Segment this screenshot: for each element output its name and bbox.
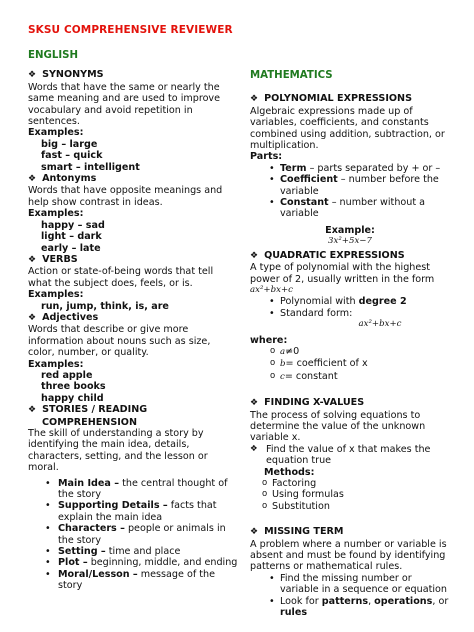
diamond-bullet-icon: ❖ bbox=[250, 527, 259, 538]
list-item: • Moral/Lesson – message of the story bbox=[28, 569, 238, 592]
diamond-bullet-icon: ❖ bbox=[28, 254, 37, 265]
methods-list bbox=[242, 478, 450, 512]
adjectives-heading: ❖ Adjectives bbox=[28, 311, 99, 323]
list-item: • Supporting Details – facts that explain the main idea bbox=[28, 500, 238, 523]
polynomial-example: 3x²+5x−7 bbox=[328, 236, 372, 247]
antonyms-definition: Words that have opposite meanings and help show contrast in ideas. bbox=[28, 185, 223, 208]
verbs-examples-label: Examples: bbox=[28, 289, 84, 301]
quadratic-form: ax²+bx+c bbox=[250, 284, 293, 295]
antonyms-examples-label: Examples: bbox=[28, 208, 84, 220]
polynomial-heading: ❖ POLYNOMIAL EXPRESSIONS bbox=[250, 93, 412, 105]
list-item: • Plot – beginning, middle, and ending bbox=[28, 557, 238, 568]
mathematics-heading: MATHEMATICS bbox=[250, 70, 333, 81]
diamond-bullet-icon: ❖ bbox=[250, 250, 259, 261]
adjectives-definition: Words that describe or give more information about nouns such as size, color, number, or quality. bbox=[28, 324, 211, 359]
list-item: • Setting – time and place bbox=[28, 546, 238, 557]
synonym-example: big – large bbox=[41, 138, 98, 150]
antonym-example: happy – sad bbox=[41, 219, 105, 231]
stories-definition: The skill of understanding a story by identifying the main idea, details, characters, setting, and the lesson or moral. bbox=[28, 428, 208, 474]
xvalues-heading: ❖ FINDING X-VALUES bbox=[250, 397, 365, 409]
polynomial-example-label: Example: bbox=[325, 224, 375, 236]
polynomial-definition: Algebraic expressions made up of variables, coefficients, and constants combined using addition, subtraction, or multiplication. bbox=[250, 105, 445, 152]
list-item: o c= constant bbox=[250, 371, 450, 383]
quadratic-heading: ❖ QUADRATIC EXPRESSIONS bbox=[250, 249, 405, 261]
list-item: • Constant – number without a variable bbox=[250, 197, 450, 220]
xvalues-point: ❖ Find the value of x that makes the equation true bbox=[250, 444, 450, 467]
document-title: SKSU COMPREHENSIVE REVIEWER bbox=[28, 24, 233, 36]
list-item: • Characters – people or animals in the story bbox=[28, 523, 238, 546]
missing-term-heading: ❖ MISSING TERM bbox=[250, 526, 344, 538]
synonym-example: fast – quick bbox=[41, 150, 103, 162]
antonym-example: light – dark bbox=[41, 231, 102, 243]
where-list bbox=[250, 346, 450, 383]
list-item: o b= coefficient of x bbox=[250, 358, 450, 370]
list-item: • Polynomial with degree 2 bbox=[250, 296, 450, 307]
mathematics-column bbox=[250, 70, 450, 618]
english-heading: ENGLISH bbox=[28, 50, 78, 61]
adjective-example: red apple bbox=[41, 369, 93, 381]
synonyms-heading: ❖ SYNONYMS bbox=[28, 69, 104, 81]
adjectives-examples-label: Examples: bbox=[28, 358, 84, 370]
synonym-example: smart – intelligent bbox=[41, 161, 140, 173]
story-elements-list bbox=[28, 478, 238, 592]
list-item: o Substitution bbox=[242, 501, 450, 512]
polynomial-parts-list bbox=[250, 163, 450, 220]
quadratic-standard-form: ax²+bx+c bbox=[358, 319, 402, 330]
adjective-example: three books bbox=[41, 381, 106, 393]
list-item: o Factoring bbox=[242, 478, 450, 489]
adjective-example: happy child bbox=[41, 392, 104, 404]
list-item: • Find the missing number or variable in a sequence or equation bbox=[250, 573, 450, 596]
list-item: • Main Idea – the central thought of the story bbox=[28, 478, 238, 501]
diamond-bullet-icon: ❖ bbox=[28, 70, 37, 81]
synonyms-definition: Words that have the same or nearly the same meaning and are used to improve vocabulary and avoid repetition in sentences. bbox=[28, 81, 221, 128]
list-item: • Look for patterns, operations, or rules bbox=[250, 596, 450, 619]
polynomial-parts-label: Parts: bbox=[250, 151, 283, 163]
diamond-bullet-icon: ❖ bbox=[28, 312, 37, 323]
antonym-example: early – late bbox=[41, 242, 101, 254]
diamond-bullet-icon: ❖ bbox=[250, 398, 259, 409]
where-label: where: bbox=[250, 334, 288, 346]
verbs-heading: ❖ VERBS bbox=[28, 253, 78, 265]
xvalues-definition: The process of solving equations to determine the value of the unknown variable x. bbox=[250, 409, 426, 444]
stories-heading-line2: COMPREHENSION bbox=[42, 416, 137, 428]
list-item: o Using formulas bbox=[242, 489, 450, 500]
diamond-bullet-icon: ❖ bbox=[250, 94, 259, 105]
verbs-definition: Action or state-of-being words that tell what the subject does, feels, or is. bbox=[28, 266, 214, 289]
quadratic-definition: A type of polynomial with the highest power of 2, usually written in the form bbox=[250, 262, 435, 285]
diamond-bullet-icon: ❖ bbox=[28, 174, 37, 185]
missing-term-list bbox=[250, 573, 450, 619]
synonyms-examples-label: Examples: bbox=[28, 127, 84, 139]
list-item: • Standard form: bbox=[250, 308, 450, 319]
methods-label: Methods: bbox=[264, 466, 315, 478]
stories-heading: ❖ STORIES / READING bbox=[28, 404, 148, 416]
antonyms-heading: ❖ Antonyms bbox=[28, 173, 97, 185]
verb-example: run, jump, think, is, are bbox=[41, 300, 169, 312]
diamond-bullet-icon: ❖ bbox=[28, 405, 37, 416]
list-item: • Term – parts separated by + or – bbox=[250, 163, 450, 174]
missing-term-definition: A problem where a number or variable is absent and must be found by identifying patterns or mathematical rules. bbox=[250, 538, 447, 573]
list-item: o a≠0 bbox=[250, 346, 450, 358]
list-item: • Coefficient – number before the variable bbox=[250, 174, 450, 197]
english-column bbox=[28, 50, 238, 592]
quadratic-points bbox=[250, 296, 450, 319]
